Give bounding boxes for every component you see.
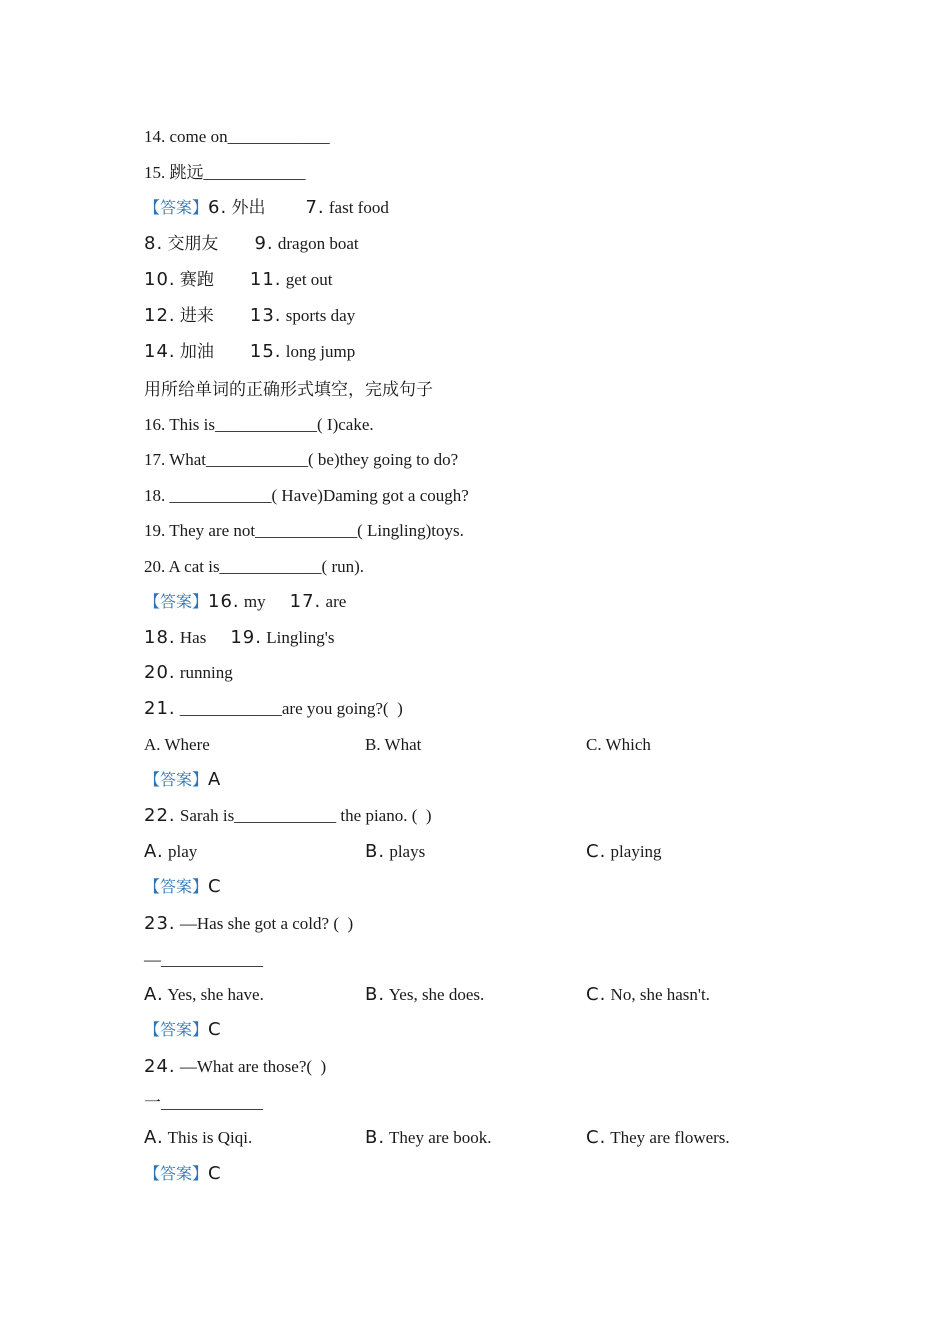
mc-21-option-c: C. Which xyxy=(586,735,651,754)
answer-tag: 【答案】 xyxy=(144,877,209,896)
mc-23-option-b: B. Yes, she does. xyxy=(365,984,485,1005)
mc-24-option-a: A. This is Qiqi. xyxy=(144,1127,253,1148)
mc-21-option-a: A. Where xyxy=(144,735,210,754)
answer-row-fill-3: 20. running xyxy=(144,662,233,683)
answer-row-fill-2: 18. Has 19. Lingling's xyxy=(144,627,335,648)
mc-22-option-b: B. plays xyxy=(365,841,426,862)
mc-24-answer: 【答案】C xyxy=(144,1163,222,1184)
fill-question-19: 19. They are not____________( Lingling)toys. xyxy=(144,521,464,540)
vocab-item-15: 15. 跳远____________ xyxy=(144,163,306,182)
answer-row-vocab-2: 8. 交朋友 9. dragon boat xyxy=(144,233,359,254)
mc-22-option-c: C. playing xyxy=(586,841,662,862)
answer-tag: 【答案】 xyxy=(144,1020,209,1039)
fill-question-18: 18. ____________( Have)Daming got a cough? xyxy=(144,486,469,505)
vocab-item-14: 14. come on____________ xyxy=(144,127,330,146)
answer-row-vocab-4: 12. 进来 13. sports day xyxy=(144,305,356,326)
answer-tag: 【答案】 xyxy=(144,198,209,217)
mc-22-answer: 【答案】C xyxy=(144,876,222,897)
mc-21-answer: 【答案】A xyxy=(144,769,222,790)
fill-question-16: 16. This is____________( I)cake. xyxy=(144,415,374,434)
mc-23-option-a: A. Yes, she have. xyxy=(144,984,264,1005)
mc-question-23: 23. —Has she got a cold? ( ) xyxy=(144,913,354,934)
fill-question-17: 17. What____________( be)they going to do? xyxy=(144,450,459,469)
mc-23-reply-blank: —____________ xyxy=(144,950,263,969)
answer-tag: 【答案】 xyxy=(144,592,209,611)
mc-23-answer: 【答案】C xyxy=(144,1019,222,1040)
mc-24-reply-blank: 一____________ xyxy=(144,1093,263,1112)
mc-question-24: 24. —What are those?( ) xyxy=(144,1056,327,1077)
answer-tag: 【答案】 xyxy=(144,1164,209,1183)
mc-22-option-a: A. play xyxy=(144,841,198,862)
mc-24-option-c: C. They are flowers. xyxy=(586,1127,730,1148)
answer-row-vocab-3: 10. 赛跑 11. get out xyxy=(144,269,333,290)
answer-tag: 【答案】 xyxy=(144,770,209,789)
fill-question-20: 20. A cat is____________( run). xyxy=(144,557,365,576)
mc-question-21: 21. ____________are you going?( ) xyxy=(144,698,403,719)
section-heading-fill: 用所给单词的正确形式填空，完成句子 xyxy=(144,380,433,399)
mc-23-option-c: C. No, she hasn't. xyxy=(586,984,710,1005)
mc-24-option-b: B. They are book. xyxy=(365,1127,492,1148)
answer-row-vocab-5: 14. 加油 15. long jump xyxy=(144,341,356,362)
mc-question-22: 22. Sarah is____________ the piano. ( ) xyxy=(144,805,432,826)
mc-21-option-b: B. What xyxy=(365,735,422,754)
answer-row-vocab-1: 【答案】6. 外出 7. fast food xyxy=(144,197,389,218)
answer-row-fill-1: 【答案】16. my 17. are xyxy=(144,591,347,612)
